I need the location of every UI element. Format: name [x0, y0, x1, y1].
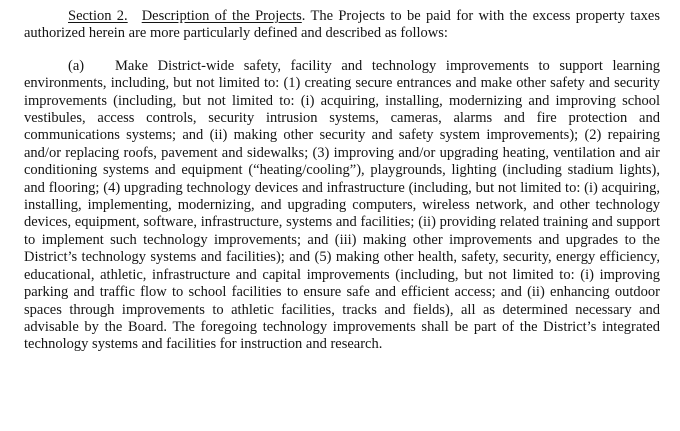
- section-intro: . The Projects to be paid for with the excess property taxes authorized herein are more particularly defined and described as follows:: [24, 8, 660, 42]
- section-paragraph: [24, 8, 660, 43]
- section-number: Section 2.: [68, 8, 128, 24]
- section-title: Description of the Projects: [141, 8, 302, 24]
- item-a-label: (a): [68, 57, 85, 74]
- item-a-text: Make District-wide safety, facility and technology improvements to support learning environments, including, but not limited to: (1) creating secure entrances and make other safety and security improvements (including, but not limited to: (i) acquiring, installing, modernizing and improving school vestibules, access controls, security intrusion systems, cameras, alarms and fire protection and communications systems; and (ii) making other security and safety system improvements); (2) repairing and/or replacing roofs, pavement and sidewalks; (3) improving and/or upgrading heating, ventilation and air conditioning systems and equipment (“heating/cooling”), playgrounds, lighting (including stadium lights), and flooring; (4) upgrading technology devices and infrastructure (including, but not limited to: (i) acquiring, installing, implementing, modernizing, and upgrading computers, wireless network, and other technology devices, equipment, software, infrastructure, systems and facilities; (ii) providing related training and support to implement such technology improvements; and (iii) making other improvements and upgrades to the District’s technology systems and facilities); and (5) making other health, safety, security, energy efficiency, educational, athletic, infrastructure and capital improvements (including, but not limited to: (i) improving parking and traffic flow to school facilities to ensure safe and efficient access; and (ii) enhancing outdoor spaces through improvements to athletic facilities, tracks and fields), all as determined necessary and advisable by the Board. The foregoing technology improvements shall be part of the District’s integrated technology systems and facilities for instruction and research.: [24, 57, 660, 353]
- item-a-paragraph: [24, 58, 660, 354]
